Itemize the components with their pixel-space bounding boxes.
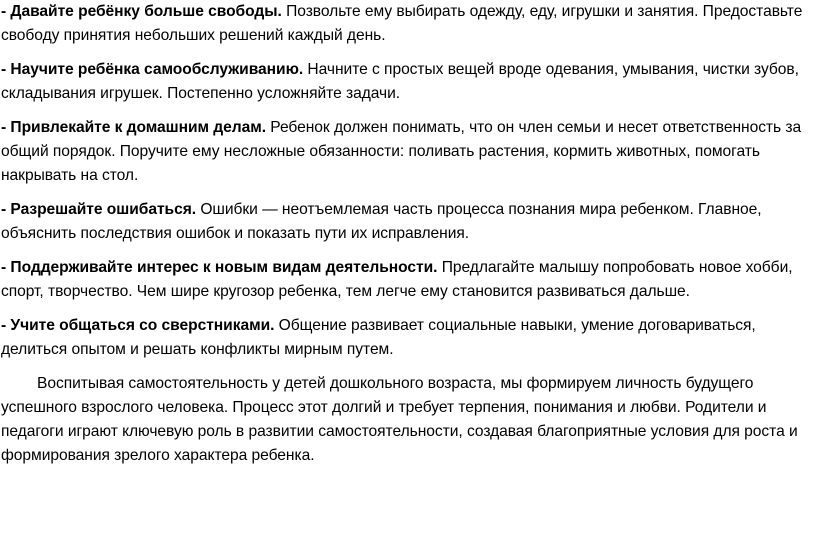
tip-self-care [1, 58, 810, 106]
tip-self-care-lead: - Научите ребёнка самообслуживанию. [1, 61, 304, 78]
tip-freedom-lead: - Давайте ребёнку больше свободы. [1, 3, 282, 20]
tip-freedom [1, 0, 810, 48]
tip-new-activities-lead: - Поддерживайте интерес к новым видам деятельности. [1, 259, 438, 276]
tip-allow-mistakes-lead: - Разрешайте ошибаться. [1, 201, 197, 218]
tip-allow-mistakes [1, 198, 810, 246]
tip-new-activities-text: Предлагайте малышу попробовать новое хобби, спорт, творчество. Чем шире кругозор ребенка, тем легче ему становится развиваться дальше. [1, 259, 793, 300]
tip-peer-communication-text: Общение развивает социальные навыки, умение договариваться, делиться опытом и решать конфликты мирным путем. [1, 317, 756, 358]
tip-household-chores [1, 116, 810, 188]
tip-household-chores-text: Ребенок должен понимать, что он член семьи и несет ответственность за общий порядок. Поручите ему несложные обязанности: поливать растения, кормить животных, помогать накрывать на стол. [1, 119, 802, 184]
tip-new-activities [1, 256, 810, 304]
tip-household-chores-lead: - Привлекайте к домашним делам. [1, 119, 266, 136]
conclusion-paragraph: Воспитывая самостоятельность у детей дошкольного возраста, мы формируем личность будущего успешного взрослого человека. Процесс этот долгий и требует терпения, понимания и любви. Родители и педагоги играют ключевую роль в развитии самостоятельности, создавая благоприятные условия для роста и формирования зрелого характера ребенка. [1, 375, 798, 464]
tip-self-care-text: Начните с простых вещей вроде одевания, умывания, чистки зубов, складывания игрушек. Постепенно усложняйте задачи. [1, 61, 799, 102]
tip-peer-communication-lead: - Учите общаться со сверстниками. [1, 317, 275, 334]
tip-peer-communication [1, 314, 810, 362]
tip-freedom-text: Позвольте ему выбирать одежду, еду, игрушки и занятия. Предоставьте свободу принятия небольших решений каждый день. [1, 3, 803, 44]
tip-allow-mistakes-text: Ошибки — неотъемлемая часть процесса познания мира ребенком. Главное, объяснить последствия ошибок и показать пути их исправления. [1, 201, 762, 242]
